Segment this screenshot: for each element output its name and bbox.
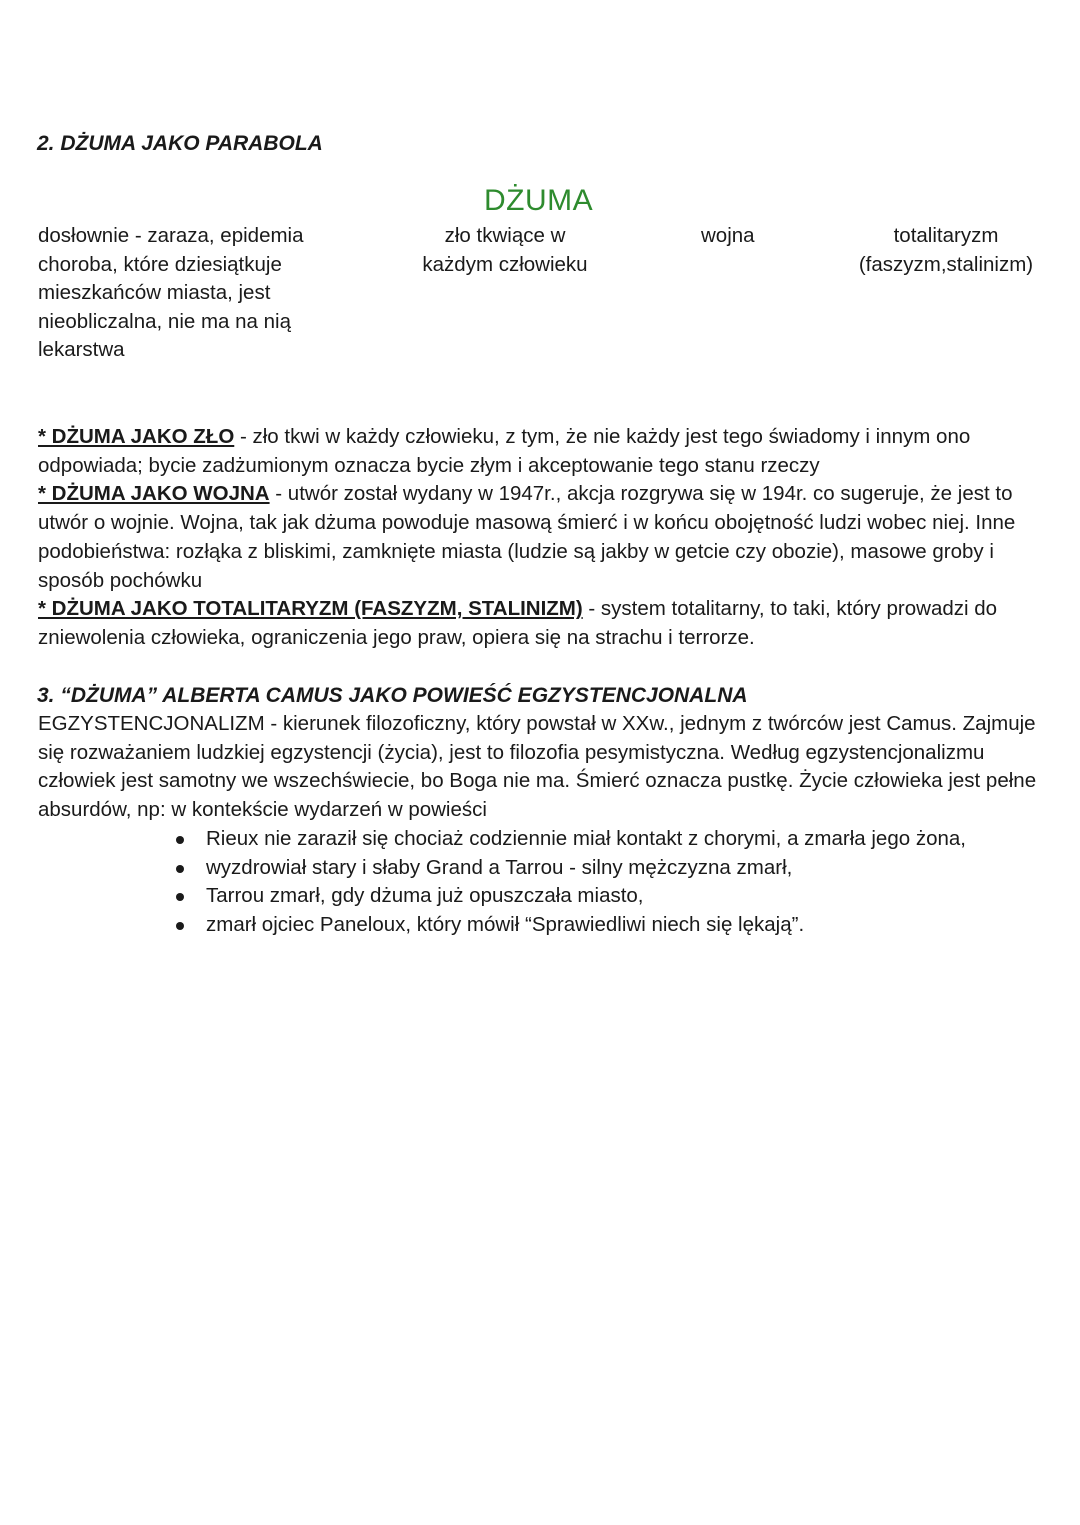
meaning-war-text: - utwór został wydany w 1947r., akcja rozgrywa się w 194r. co sugeruje, że jest to utwór o wojnie. Wojna, tak jak dżuma powoduje masową śmierć i w końcu obojętność ludzi wobec niej. Inne podobieństwa: rozłąka z bliskimi, zamknięte miasta (ludzie są jakby w getcie czy obozie), masowe groby i sposób pochówku	[38, 482, 1016, 592]
list-item-text: Rieux nie zaraził się chociaż codziennie miał kontakt z chorymi, a zmarła jego żona,	[206, 827, 966, 850]
list-item-text: wyzdrowiał stary i słaby Grand a Tarrou - silny mężczyzna zmarł,	[206, 855, 793, 879]
column-evil-meaning: zło tkwiące w każdym człowieku	[422, 224, 588, 276]
list-item	[172, 911, 966, 940]
meaning-evil-label: * DŻUMA JAKO ZŁO	[38, 425, 235, 448]
center-title: DŻUMA	[484, 184, 594, 217]
column-totalitarianism-meaning: totalitaryzm (faszyzm,stalinizm)	[858, 224, 1034, 276]
list-item	[172, 825, 966, 854]
meaning-evil	[38, 423, 1048, 480]
section-2-heading: 2. DŻUMA JAKO PARABOLA	[37, 132, 323, 155]
meaning-totalitarianism-text: - system totalitarny, to taki, który prowadzi do zniewolenia człowieka, ograniczenia jego praw, opiera się na strachu i terrorze.	[38, 597, 998, 649]
meaning-war	[38, 480, 1048, 595]
list-item-text: zmarł ojciec Paneloux, który mówił “Sprawiedliwi niech się lękają”.	[206, 913, 805, 937]
meaning-totalitarianism-label: * DŻUMA JAKO TOTALITARYZM (FASZYZM, STALINIZM)	[38, 597, 583, 621]
meanings-block	[38, 423, 1048, 653]
absurd-examples-list	[172, 825, 966, 940]
column-literal-meaning: dosłownie - zaraza, epidemia choroba, które dziesiątkuje mieszkańców miasta, jest nieobliczalna, nie ma na nią lekarstwa	[38, 224, 304, 362]
column-war-meaning: wojna	[701, 224, 755, 247]
list-item	[172, 854, 966, 883]
bullet-icon	[176, 893, 184, 901]
list-item	[172, 882, 966, 911]
section-3-heading: 3. “DŻUMA” ALBERTA CAMUS JAKO POWIEŚĆ EGZYSTENCJONALNA	[37, 684, 748, 707]
bullet-icon	[176, 865, 184, 873]
bullet-icon	[176, 836, 184, 844]
existentialism-paragraph: EGZYSTENCJONALIZM - kierunek filozoficzny, który powstał w XXw., jednym z twórców jest Camus. Zajmuje się rozważaniem ludzkiej egzystencji (życia), jest to filozofia pesymistyczna. Według egzystencjonalizmu człowiek jest samotny we wszechświecie, bo Boga nie ma. Śmierć oznacza pustkę. Życie człowieka jest pełne absurdów, np: w kontekście wydarzeń w powieści	[38, 712, 1037, 822]
meaning-totalitarianism	[38, 595, 1048, 652]
bullet-icon	[176, 922, 184, 930]
list-item-text: Tarrou zmarł, gdy dżuma już opuszczała miasto,	[206, 884, 644, 908]
meaning-evil-text: - zło tkwi w każdy człowieku, z tym, że nie każdy jest tego świadomy i innym ono odpowiada; bycie zadżumionym oznacza bycie złym i akceptowanie tego stanu rzeczy	[38, 425, 971, 477]
meaning-war-label: * DŻUMA JAKO WOJNA	[38, 482, 270, 506]
